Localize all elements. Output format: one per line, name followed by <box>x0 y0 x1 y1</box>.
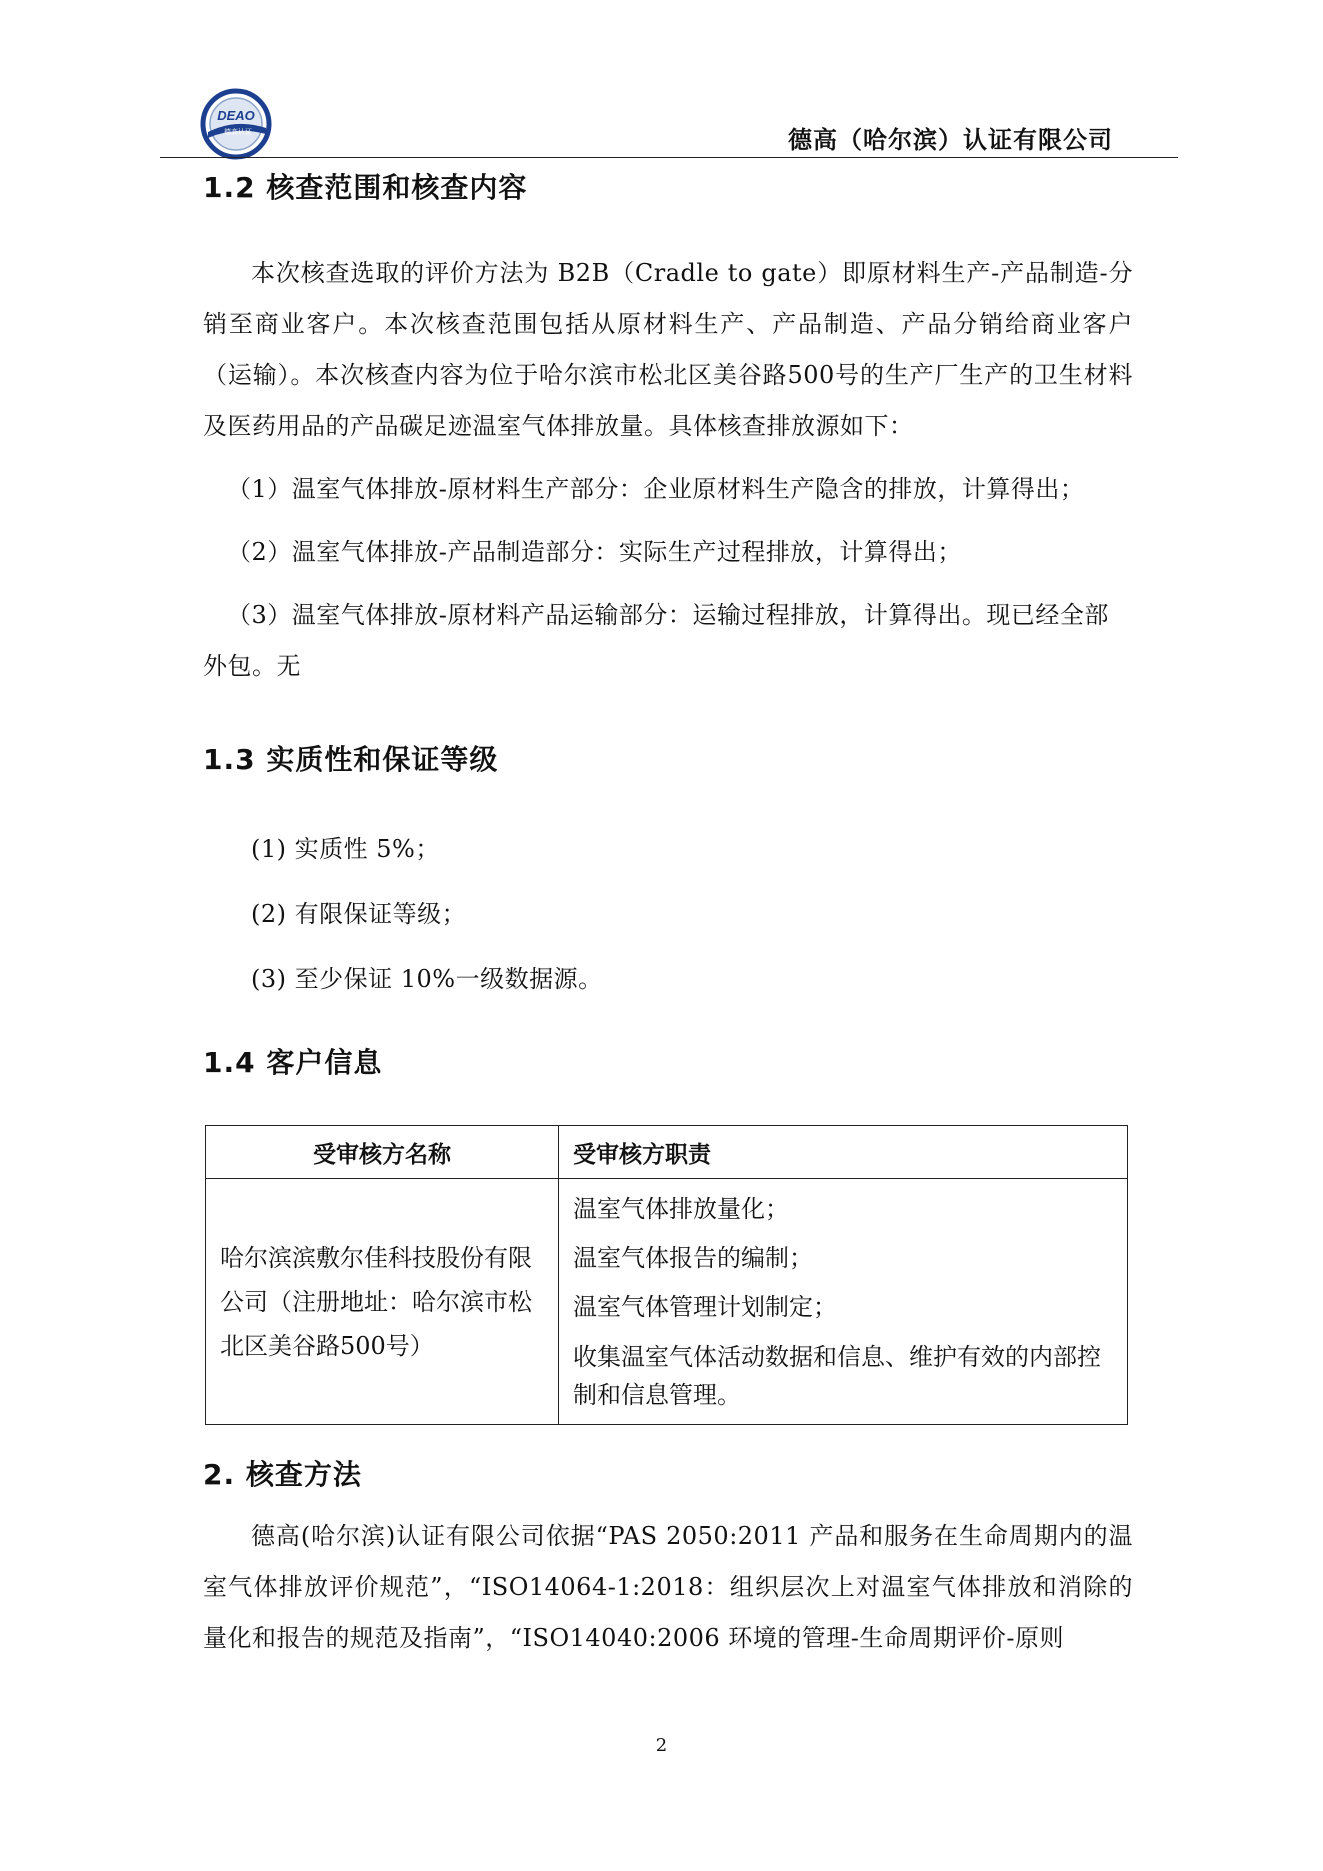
section-title-2: 2. 核查方法 <box>203 1458 362 1491</box>
customer-info-table <box>205 1125 1128 1425</box>
section-1-3-item-3: (3) 至少保证 10%一级数据源。 <box>251 965 603 993</box>
section-1-3-item-2: (2) 有限保证等级； <box>251 900 467 928</box>
logo-text: DEAO <box>217 108 255 123</box>
table-header-duties: 受审核方职责 <box>559 1126 1128 1179</box>
section-title-1-4: 1.4 客户信息 <box>203 1046 383 1079</box>
section-1-2-item-2: （2）温室气体排放-产品制造部分：实际生产过程排放，计算得出； <box>227 538 962 566</box>
main-content <box>203 160 1133 1664</box>
table-row <box>206 1179 1128 1425</box>
duty-item: 收集温室气体活动数据和信息、维护有效的内部控制和信息管理。 <box>573 1343 1101 1409</box>
section-1-2-paragraph: 本次核查选取的评价方法为 B2B（Cradle to gate）即原材料生产-产品制造-分销至商业客户。本次核查范围包括从原材料生产、产品制造、产品分销给商业客户（运输）。本次核查内容为位于哈尔滨市松北区美谷路500号的生产厂生产的卫生材料及医药用品的产品碳足迹温室气体排放量。具体核查排放源如下： <box>203 259 1133 440</box>
duty-item: 温室气体管理计划制定； <box>573 1293 837 1321</box>
logo-subtext: 德高认证 <box>224 128 252 136</box>
section-1-2-item-1: （1）温室气体排放-原材料生产部分：企业原材料生产隐含的排放，计算得出； <box>227 475 1085 503</box>
section-title-1-2: 1.2 核查范围和核查内容 <box>203 171 528 204</box>
auditee-duties-cell <box>559 1179 1128 1425</box>
table-header-row <box>206 1126 1128 1179</box>
company-logo <box>200 88 272 160</box>
logo-emblem-icon <box>200 88 272 160</box>
auditee-name-cell: 哈尔滨滨敷尔佳科技股份有限公司（注册地址：哈尔滨市松北区美谷路500号） <box>206 1179 559 1425</box>
header-divider <box>160 157 1178 158</box>
table-header-name: 受审核方名称 <box>206 1126 559 1179</box>
page-number: 2 <box>655 1735 668 1756</box>
duty-item: 温室气体报告的编制； <box>573 1244 813 1272</box>
section-1-2-item-3: （3）温室气体排放-原材料产品运输部分：运输过程排放，计算得出。现已经全部外包。无 <box>203 601 1109 680</box>
section-2-paragraph: 德高(哈尔滨)认证有限公司依据“PAS 2050:2011 产品和服务在生命周期内的温室气体排放评价规范”，“ISO14064-1:2018：组织层次上对温室气体排放和消除的量化和报告的规范及指南”，“ISO14040:2006 环境的管理-生命周期评价-原则 <box>203 1522 1133 1652</box>
header-company-name: 德高（哈尔滨）认证有限公司 <box>788 126 1113 154</box>
duty-item: 温室气体排放量化； <box>573 1195 789 1223</box>
section-1-3-item-1: (1) 实质性 5%； <box>251 835 440 863</box>
section-title-1-3: 1.3 实质性和保证等级 <box>203 743 499 776</box>
